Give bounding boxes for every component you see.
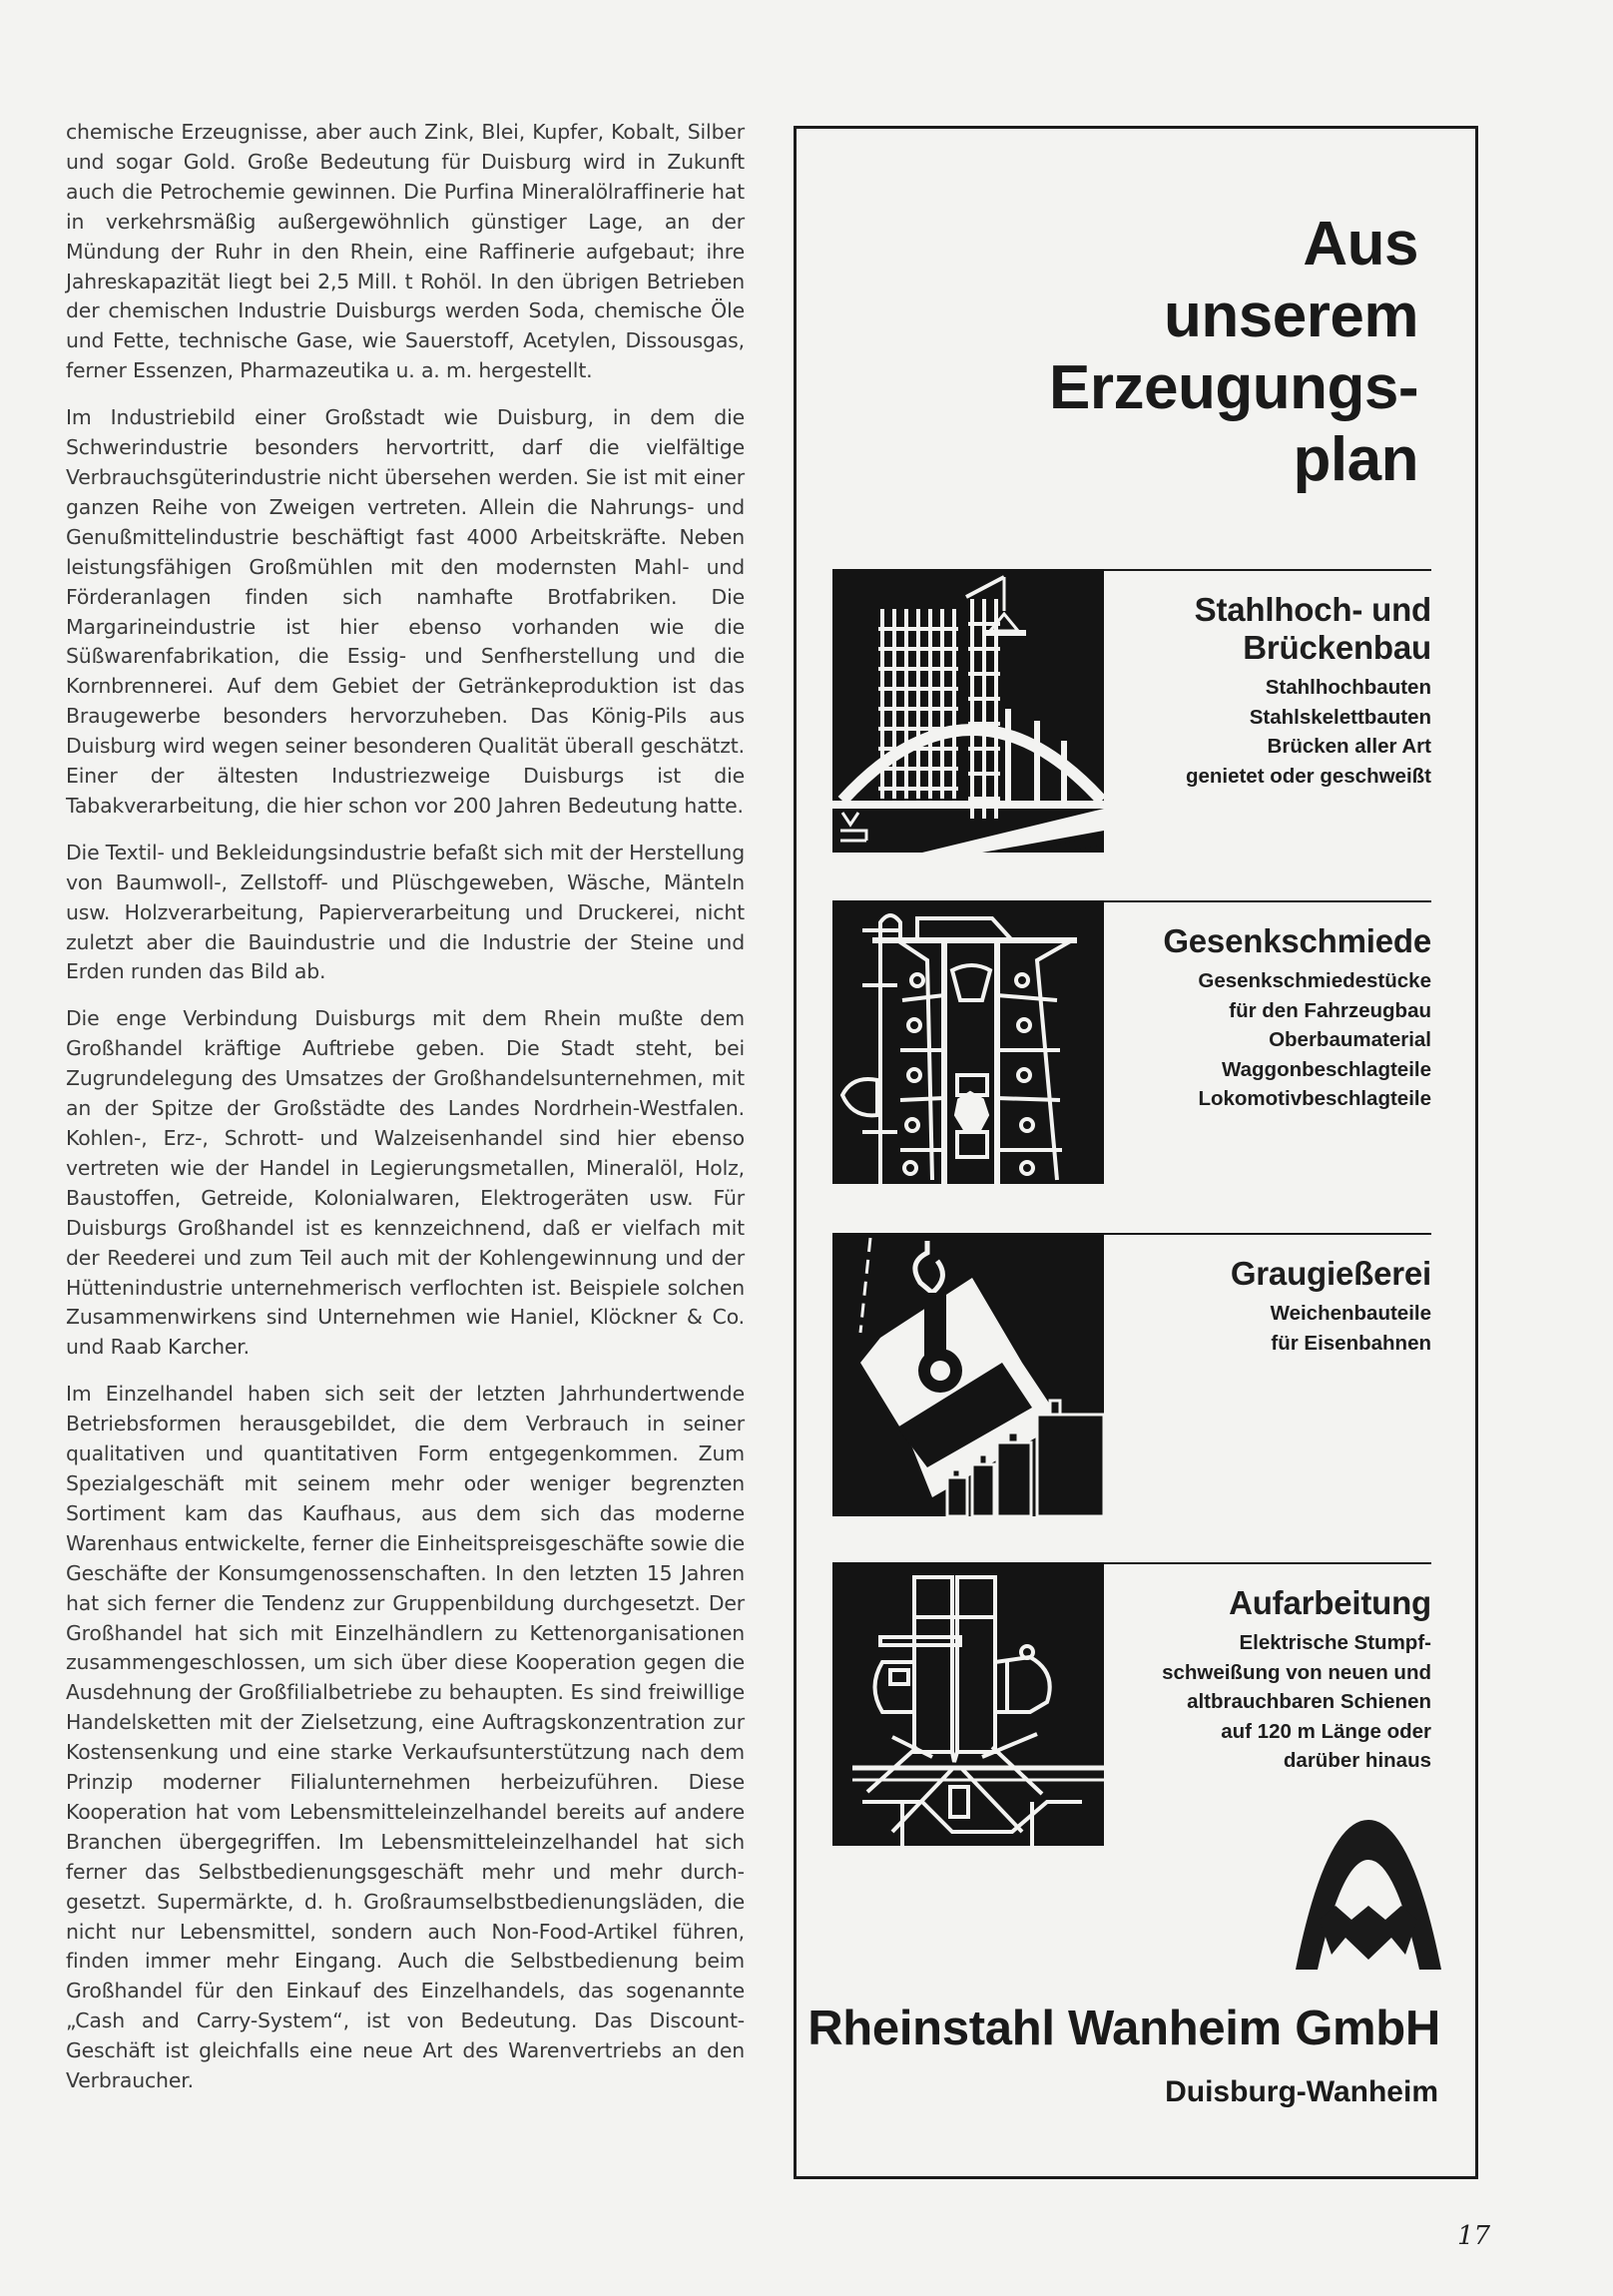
product-item: auf 120 m Länge oder [1221,1719,1431,1743]
ad-title-line: plan [1293,425,1418,494]
product-section-steel-bridge [832,569,1431,859]
paragraph-wholesale: Die enge Verbindung Duisburgs mit dem Rhein mußte dem Großhandel kräftige Auftriebe geben. Die Stadt steht, bei Zugrundelegung des Umsatzes der Großhandelsunternehmen, mit an der Spitze der Großstädte des Landes Nordrhein-Westfalen. Kohlen-, Erz-, Schrott- und Walzeisenhandel sind hier ebenso vertreten wie der Handel in Legierungsmetallen, Mineralöl, Holz, Baustoffen, Getreide, Kolonialwaren, Elektrogeräten usw. Für Duisburgs Großhandel ist es kennzeichnend, daß er vielfach mit der Reederei und zum Teil auch mit der Kohlengewinnung und der Hüttenindustrie unternehmerisch verflochten ist. Beispiele solchen Zusammenwirkens sind Unternehmen wie Haniel, Klöckner & Co. und Raab Karcher. [66,1006,745,1360]
section-heading [1012,922,1431,960]
ad-title-line: Erzeugungs- [1049,353,1418,422]
section-items [1012,1628,1431,1776]
product-item: schweißung von neuen und [1162,1660,1431,1684]
product-item: Elektrische Stumpf- [1239,1631,1431,1654]
article-body [66,118,745,2113]
paragraph-consumer-goods: Im Industriebild einer Großstadt wie Duisburg, in dem die Schwerindustrie besonders hervortritt, darf die vielfältige Verbrauchsgüterindustrie nicht übersehen werden. Sie ist mit einer ganzen Reihe von Zweigen vertreten. Allein die Nahrungs- und Genußmittelindustrie beschäftigt fast 4000 Arbeitskräfte. Neben leistungsfähigen Großmühlen mit den modernsten Mahl- und Förderanlagen finden sich namhafte Brotfabriken. Die Margarineindustrie ist hier ebenso vorhanden wie die Süßwarenfabrikation, die Essig- und Senfherstellung und die Kornbrennerei. Auf dem Gebiet der Getränkeproduktion ist das Braugewerbe besonders hervorzuheben. Das König-Pils aus Duisburg wird wegen seiner besonderen Qualität überall geschätzt. Einer der ältesten Industriezweige Duisburgs ist die Tabakverarbeitung, die hier schon vor 200 Jahren Bedeutung hatte. [66,405,745,818]
section-divider [1104,1233,1431,1235]
ad-title-line: unserem [1164,282,1418,350]
section-divider [1104,900,1431,902]
rheinstahl-wanheim-logo-icon [1296,1820,1441,1970]
product-item: Lokomotivbeschlagteile [1198,1087,1431,1110]
heading-line: Brückenbau [1243,629,1431,666]
section-items [1012,1299,1431,1358]
company-name: Rheinstahl Wanheim GmbH [807,2002,1440,2055]
product-item: genietet oder geschweißt [1185,764,1431,788]
heading-line: Graugießerei [1230,1255,1431,1292]
section-text [1012,1255,1431,1358]
product-item: für den Fahrzeugbau [1229,998,1431,1022]
section-text [1012,591,1431,791]
section-items [1012,673,1431,791]
section-heading [1012,591,1431,667]
section-items [1012,966,1431,1114]
product-item: Brücken aller Art [1267,735,1431,758]
product-item: für Eisenbahnen [1271,1331,1431,1355]
product-section-forge [832,900,1431,1190]
product-item: altbrauchbaren Schienen [1187,1690,1431,1713]
heading-line: Gesenkschmiede [1163,922,1431,959]
page-number: 17 [1457,2221,1491,2251]
product-item: Waggonbeschlagteile [1222,1057,1431,1081]
company-location: Duisburg-Wanheim [1165,2075,1438,2108]
paragraph-chemistry: chemische Erzeugnisse, aber auch Zink, Blei, Kupfer, Kobalt, Silber und sogar Gold. Große Bedeutung für Duisburg wird in Zukunft auch die Petrochemie gewinnen. Die Purfina Mineralölraffinerie hat in verkehrsmäßig außergewöhnlich günstiger Lage, an der Mündung der Ruhr in den Rhein, eine Raffinerie aufgebaut; ihre Jahreskapazität liegt bei 2,5 Mill. t Rohöl. In den übrigen Betrieben der chemischen Industrie Duisburgs werden Soda, chemische Öle und Fette, technische Gase, wie Sauerstoff, Acetylen, Dissousgas, ferner Essenzen, Pharmazeutika u. a. m. hergestellt. [66,120,745,383]
section-divider [1104,569,1431,571]
product-item: Oberbaumaterial [1269,1028,1431,1051]
product-item: Stahlskelettbauten [1249,705,1431,729]
heading-line: Aufarbeitung [1229,1584,1431,1621]
section-divider [1104,1562,1431,1564]
heading-line: Stahlhoch- und [1194,591,1431,628]
product-section-foundry [832,1233,1431,1522]
section-text [1012,1584,1431,1776]
section-text [1012,922,1431,1114]
product-item: darüber hinaus [1283,1749,1431,1772]
advertisement-box [794,126,1478,2179]
ad-title [1049,209,1418,496]
product-item: Stahlhochbauten [1265,676,1431,699]
product-section-reprocessing [832,1562,1431,1852]
product-item: Weichenbauteile [1270,1302,1431,1325]
product-item: Gesenkschmiedestücke [1198,969,1431,992]
ad-title-line: Aus [1303,210,1418,279]
paragraph-textiles: Die Textil- und Bekleidungsindustrie befaßt sich mit der Herstellung von Baumwoll-, Zellstoff- und Plüschgeweben, Wäsche, Mänteln usw. Holzverarbeitung, Papierverarbeitung und Druckerei, nicht zuletzt aber die Bauindustrie und die Industrie der Steine und Erden runden das Bild ab. [66,840,745,984]
paragraph-retail: Im Einzelhandel haben sich seit der letzten Jahrhundertwende Betriebsformen herausgebildet, die dem Verbrauch in seiner qualitativen und quantitativen Form entgegenkommen. Zum Spezialgeschäft mit seinem mehr oder weniger begrenzten Sortiment kam das Kaufhaus, aus dem sich das moderne Warenhaus entwickelte, ferner die Einheitspreisgeschäfte sowie die Geschäfte der Konsumgenossenschaften. In den letzten 15 Jahren hat sich ferner die Tendenz zur Gruppenbildung durchgesetzt. Der Großhandel hat sich mit Einzelhändlern zu Kettenorganisationen zusammengeschlossen, um sich über diese Kooperation gegen die Ausdehnung der Großfilialbetriebe zu behaupten. Es sind freiwillige Handelsketten mit der Zielsetzung, eine Auftragskonzentration zur Kostensenkung und eine starke Verkaufsunterstützung nach dem Prinzip moderner Filialunternehmen herbeizuführen. Diese Kooperation hat vom Lebensmitteleinzelhandel bereits auf andere Branchen übergegriffen. Im Lebensmitteleinzelhandel hat sich ferner das Selbstbedienungsgeschäft mehr und mehr durchgesetzt. Supermärkte, d. h. Großraumselbstbedienungsläden, die nicht nur Lebensmittel, sondern auch Non-Food-Artikel führen, finden immer mehr Eingang. Auch die Selbstbedienung beim Großhandel für den Einkauf des Einzelhandels, das sogenannte „Cash and Carry-System“, ist von Bedeutung. Das Discount-Geschäft ist gleichfalls eine neue Art des Warenvertriebs an den Verbraucher. [66,1382,745,2093]
section-heading [1012,1255,1431,1293]
section-heading [1012,1584,1431,1622]
